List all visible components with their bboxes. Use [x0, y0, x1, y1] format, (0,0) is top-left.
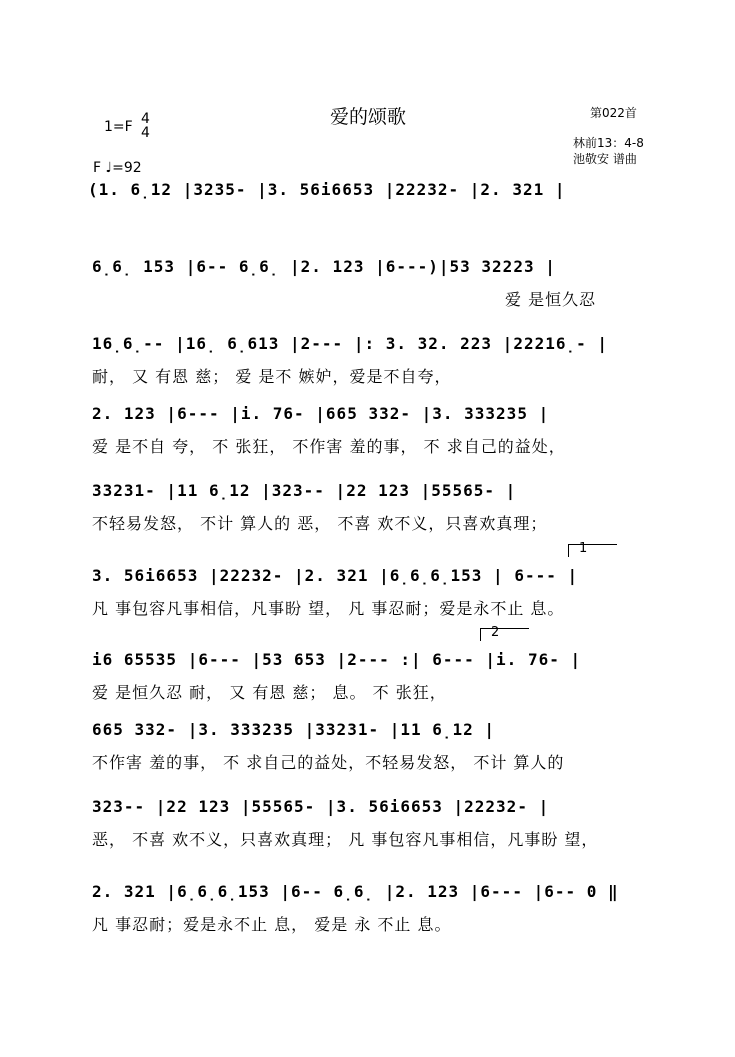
- lyric-line-10: 凡 事忍耐；爱是永不止 息， 爱是 永 不止 息。: [92, 915, 452, 934]
- lyric-line-3: 耐， 又 有恩 慈； 爱 是不 嫉妒，爱是不自夸，: [92, 367, 452, 386]
- lyric-line-6: 凡 事包容凡事相信，凡事盼 望， 凡 事忍耐；爱是永不止 息。: [92, 599, 565, 618]
- scripture-reference: 林前13：4-8: [573, 136, 644, 150]
- composer-credit: 池敬安 谱曲: [573, 152, 637, 166]
- lyric-line-4: 爱 是不自 夸， 不 张狂， 不作害 羞的事， 不 求自己的益处，: [92, 437, 566, 456]
- notation-line-9: 323-- |22 123 |55565- |3. 56i6653 |22232- |: [92, 797, 550, 816]
- first-ending-label: 1: [579, 541, 588, 556]
- notation-line-7: i6 65535 |6--- |53 653 |2--- :| 6--- |i. 76- |: [92, 650, 582, 669]
- lyric-line-7: 爱 是恒久忍 耐， 又 有恩 慈； 息。 不 张狂，: [92, 683, 447, 702]
- lyric-line-8: 不作害 羞的事， 不 求自己的益处，不轻易发怒， 不计 算人的: [92, 753, 565, 772]
- notation-line-1: (1. 6̣12 |3235- |3. 56i6653 |22232- |2. 321 |: [88, 180, 566, 199]
- lyric-line-5: 不轻易发怒， 不计 算人的 恶， 不喜 欢不义，只喜欢真理；: [92, 514, 548, 533]
- key-signature: 1=F: [104, 119, 133, 135]
- lyric-line-9: 恶， 不喜 欢不义，只喜欢真理； 凡 事包容凡事相信，凡事盼 望，: [92, 830, 599, 849]
- tempo-marking: F ♩=92: [93, 160, 142, 176]
- page-title: 爱的颂歌: [330, 106, 407, 128]
- notation-line-5: 33231- |11 6̣12 |323-- |22 123 |55565- |: [92, 481, 517, 500]
- time-signature-top: 4: [141, 111, 150, 127]
- notation-line-6: 3. 56i6653 |22232- |2. 321 |6̣6̣6̣153 | 6--- |: [92, 566, 579, 585]
- notation-line-8: 665 332- |3. 333235 |33231- |11 6̣12 |: [92, 720, 496, 739]
- time-signature: [141, 112, 150, 140]
- second-ending-label: 2: [491, 625, 500, 640]
- hymn-number: 第022首: [590, 106, 637, 120]
- second-ending-bracket: [480, 625, 529, 641]
- notation-line-4: 2. 123 |6--- |i. 76- |665 332- |3. 333235 |: [92, 404, 550, 423]
- first-ending-bracket: [568, 541, 617, 557]
- lyric-line-2: 爱 是恒久忍: [505, 290, 597, 309]
- notation-line-3: 16̣6̣-- |16̣ 6̣613 |2--- |: 3. 32. 223 |22216̣- |: [92, 334, 609, 353]
- time-signature-bottom: 4: [141, 125, 150, 141]
- notation-line-10: 2. 321 |6̣6̣6̣153 |6-- 6̣6̣ |2. 123 |6--- |6-- 0 ‖: [92, 882, 619, 901]
- notation-line-2: 6̣6̣ 153 |6-- 6̣6̣ |2. 123 |6---)|53 32223 |: [92, 257, 556, 276]
